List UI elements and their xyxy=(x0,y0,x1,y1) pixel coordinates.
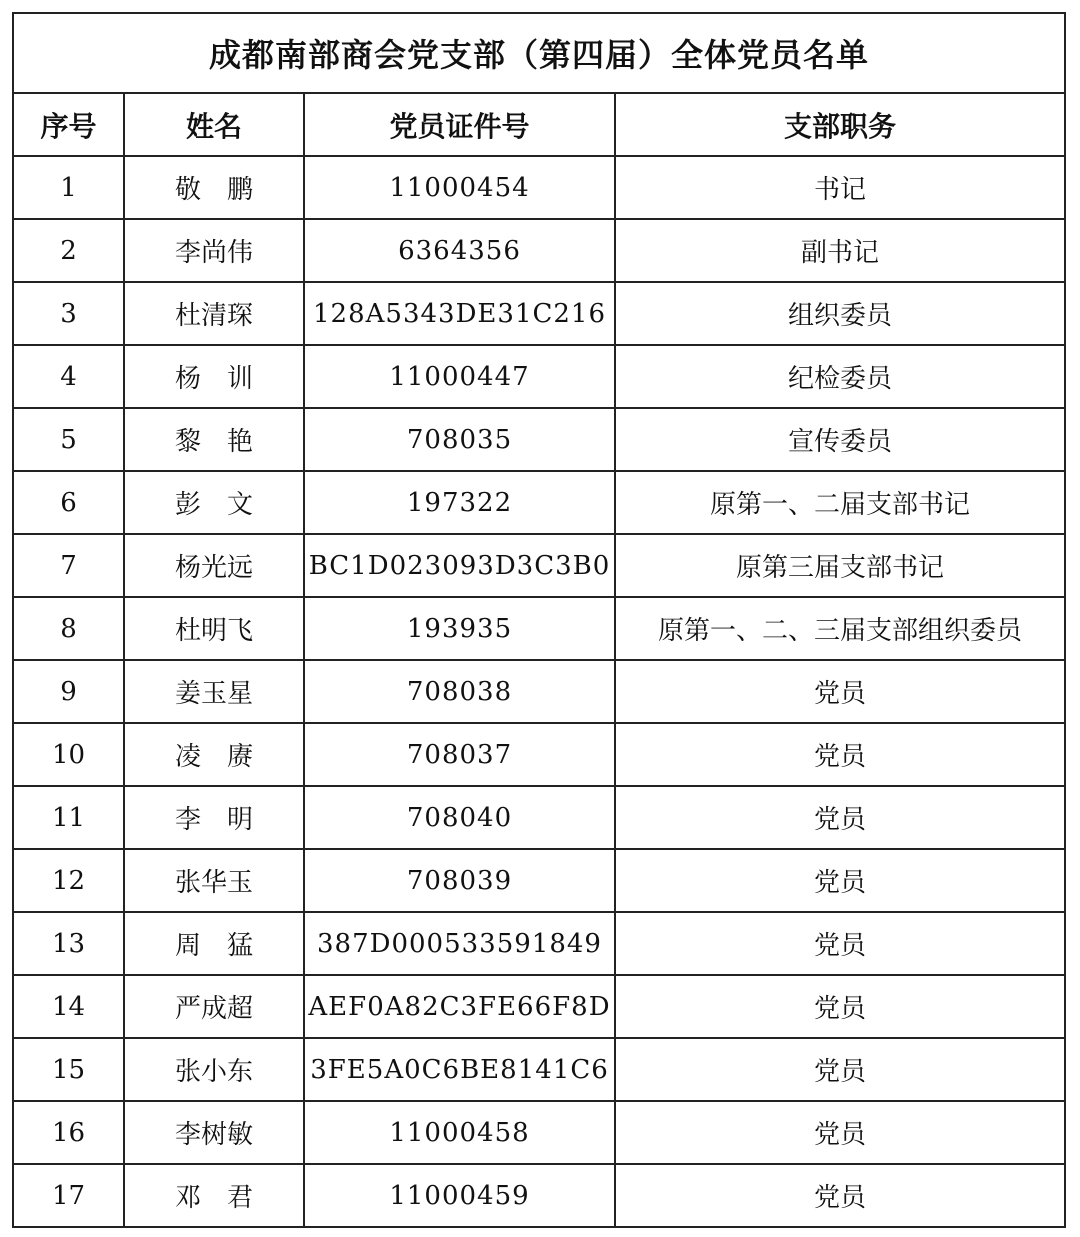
cell-index: 7 xyxy=(13,534,124,597)
cell-role: 党员 xyxy=(615,1038,1065,1101)
cell-role: 副书记 xyxy=(615,219,1065,282)
cell-role: 组织委员 xyxy=(615,282,1065,345)
cell-cert: 128A5343DE31C216 xyxy=(304,282,615,345)
cell-cert: 708037 xyxy=(304,723,615,786)
cell-role: 党员 xyxy=(615,1164,1065,1227)
table-row xyxy=(13,1101,1065,1164)
cell-index: 14 xyxy=(13,975,124,1038)
table-row xyxy=(13,219,1065,282)
cell-cert: 708040 xyxy=(304,786,615,849)
cell-role: 原第一、二届支部书记 xyxy=(615,471,1065,534)
cell-cert: 11000458 xyxy=(304,1101,615,1164)
header-role: 支部职务 xyxy=(615,93,1065,156)
cell-name: 杨 训 xyxy=(124,345,304,408)
cell-name: 邓 君 xyxy=(124,1164,304,1227)
table-row xyxy=(13,282,1065,345)
table-row xyxy=(13,723,1065,786)
cell-name: 黎 艳 xyxy=(124,408,304,471)
cell-name: 严成超 xyxy=(124,975,304,1038)
table-row xyxy=(13,660,1065,723)
cell-cert: BC1D023093D3C3B0 xyxy=(304,534,615,597)
title-row xyxy=(13,13,1065,93)
cell-index: 8 xyxy=(13,597,124,660)
cell-role: 党员 xyxy=(615,912,1065,975)
cell-index: 10 xyxy=(13,723,124,786)
cell-role: 书记 xyxy=(615,156,1065,219)
cell-role: 党员 xyxy=(615,975,1065,1038)
cell-role: 宣传委员 xyxy=(615,408,1065,471)
cell-cert: 708039 xyxy=(304,849,615,912)
cell-role: 原第一、二、三届支部组织委员 xyxy=(615,597,1065,660)
member-roster-table xyxy=(12,12,1066,1228)
table-row xyxy=(13,1038,1065,1101)
cell-name: 周 猛 xyxy=(124,912,304,975)
cell-name: 杜清琛 xyxy=(124,282,304,345)
table-row xyxy=(13,534,1065,597)
cell-cert: 11000454 xyxy=(304,156,615,219)
cell-index: 12 xyxy=(13,849,124,912)
cell-cert: 11000459 xyxy=(304,1164,615,1227)
cell-name: 李 明 xyxy=(124,786,304,849)
cell-index: 4 xyxy=(13,345,124,408)
table-row xyxy=(13,156,1065,219)
header-row xyxy=(13,93,1065,156)
cell-index: 5 xyxy=(13,408,124,471)
cell-role: 党员 xyxy=(615,786,1065,849)
cell-index: 9 xyxy=(13,660,124,723)
table-row xyxy=(13,597,1065,660)
table-row xyxy=(13,975,1065,1038)
cell-index: 6 xyxy=(13,471,124,534)
cell-name: 杨光远 xyxy=(124,534,304,597)
table-row xyxy=(13,912,1065,975)
cell-name: 敬 鹏 xyxy=(124,156,304,219)
cell-role: 党员 xyxy=(615,660,1065,723)
cell-role: 原第三届支部书记 xyxy=(615,534,1065,597)
cell-cert: 11000447 xyxy=(304,345,615,408)
cell-name: 李树敏 xyxy=(124,1101,304,1164)
cell-index: 17 xyxy=(13,1164,124,1227)
cell-index: 3 xyxy=(13,282,124,345)
cell-name: 张华玉 xyxy=(124,849,304,912)
cell-cert: 708035 xyxy=(304,408,615,471)
cell-index: 1 xyxy=(13,156,124,219)
table-row xyxy=(13,849,1065,912)
cell-name: 姜玉星 xyxy=(124,660,304,723)
cell-index: 13 xyxy=(13,912,124,975)
cell-name: 杜明飞 xyxy=(124,597,304,660)
cell-role: 党员 xyxy=(615,1101,1065,1164)
table-row xyxy=(13,408,1065,471)
cell-name: 李尚伟 xyxy=(124,219,304,282)
cell-index: 15 xyxy=(13,1038,124,1101)
cell-role: 党员 xyxy=(615,849,1065,912)
cell-cert: 708038 xyxy=(304,660,615,723)
cell-name: 彭 文 xyxy=(124,471,304,534)
cell-role: 纪检委员 xyxy=(615,345,1065,408)
table-row xyxy=(13,1164,1065,1227)
cell-cert: 6364356 xyxy=(304,219,615,282)
cell-name: 凌 赓 xyxy=(124,723,304,786)
cell-role: 党员 xyxy=(615,723,1065,786)
header-cert: 党员证件号 xyxy=(304,93,615,156)
cell-index: 11 xyxy=(13,786,124,849)
cell-index: 16 xyxy=(13,1101,124,1164)
cell-cert: 197322 xyxy=(304,471,615,534)
table-row xyxy=(13,471,1065,534)
cell-name: 张小东 xyxy=(124,1038,304,1101)
document-title: 成都南部商会党支部（第四届）全体党员名单 xyxy=(13,13,1065,93)
cell-cert: AEF0A82C3FE66F8D xyxy=(304,975,615,1038)
cell-index: 2 xyxy=(13,219,124,282)
cell-cert: 193935 xyxy=(304,597,615,660)
table-row xyxy=(13,345,1065,408)
cell-cert: 3FE5A0C6BE8141C6 xyxy=(304,1038,615,1101)
header-name: 姓名 xyxy=(124,93,304,156)
cell-cert: 387D000533591849 xyxy=(304,912,615,975)
header-index: 序号 xyxy=(13,93,124,156)
table-row xyxy=(13,786,1065,849)
